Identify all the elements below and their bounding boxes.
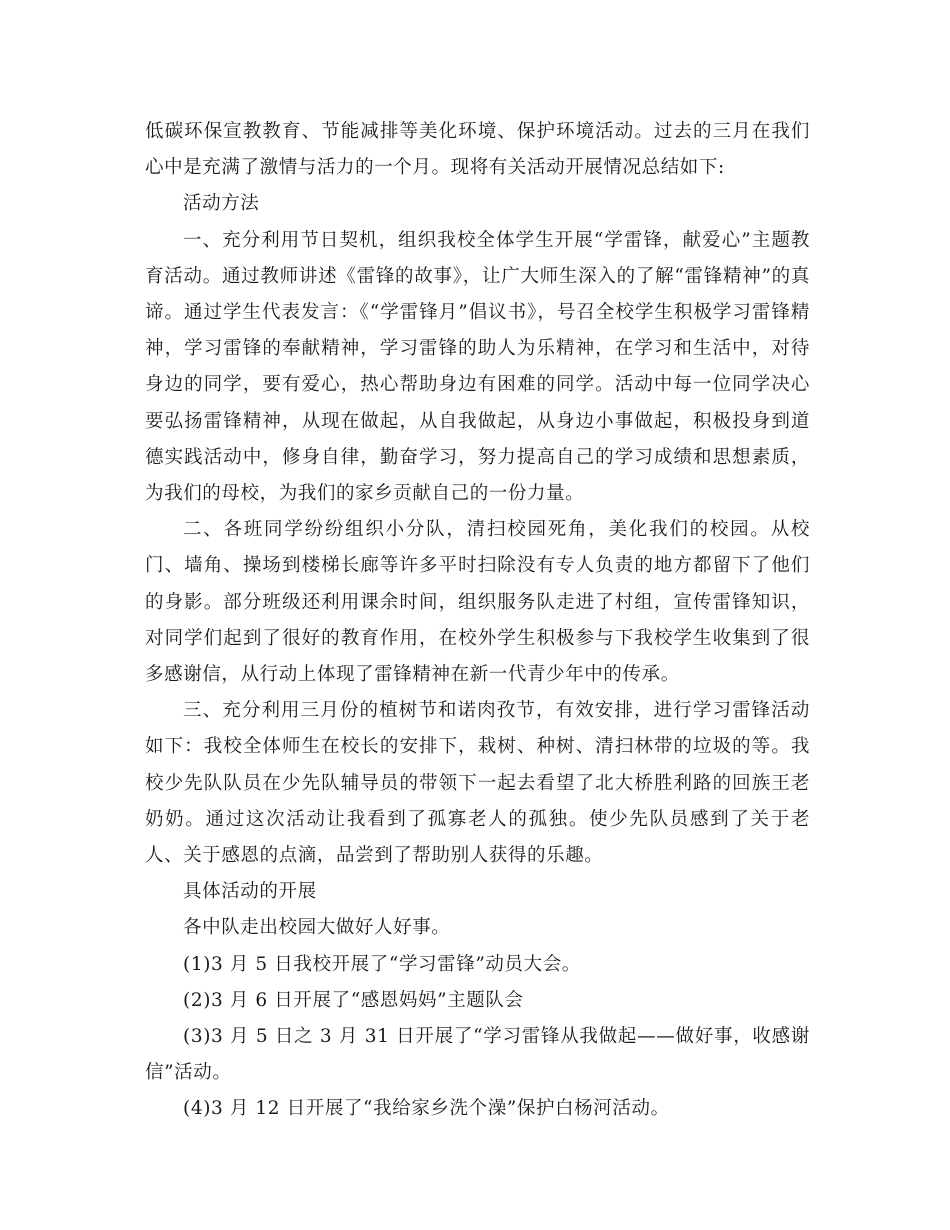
paragraph-method-two: 二、各班同学纷纷组织小分队，清扫校园死角，美化我们的校园。从校门、墙角、操场到楼梯长廊等许多平时扫除没有专人负责的地方都留下了他们的身影。部分班级还利用课余时间，组织服务队走进了村组，宣传雷锋知识，对同学们起到了很好的教育作用，在校外学生积极参与下我校学生收集到了很多感谢信，从行动上体现了雷锋精神在新一代青少年中的传承。 bbox=[145, 519, 810, 686]
document-body bbox=[145, 114, 810, 1128]
paragraph-squads: 各中队走出校园大做好人好事。 bbox=[183, 917, 451, 939]
list-item-3: (3)3 月 5 日之 3 月 31 日开展了“学习雷锋从我做起——做好事，收感谢信”活动。 bbox=[145, 1026, 810, 1084]
paragraph-intro: 低碳环保宣教教育、节能减排等美化环境、保护环境活动。过去的三月在我们心中是充满了激情与活力的一个月。现将有关活动开展情况总结如下: bbox=[145, 121, 810, 179]
paragraph-method-one: 一、充分利用节日契机，组织我校全体学生开展“学雷锋，献爱心”主题教育活动。通过教师讲述《雷锋的故事》，让广大师生深入的了解“雷锋精神”的真谛。通过学生代表发言：《“学雷锋月”倡议书》，号召全校学生积极学习雷锋精神，学习雷锋的奉献精神，学习雷锋的助人为乐精神，在学习和生活中，对待身边的同学，要有爱心，热心帮助身边有困难的同学。活动中每一位同学决心要弘扬雷锋精神，从现在做起，从自我做起，从身边小事做起，积极投身到道德实践活动中，修身自律，勤奋学习，努力提高自己的学习成绩和思想素质，为我们的母校，为我们的家乡贡献自己的一份力量。 bbox=[145, 229, 810, 505]
list-item-4: (4)3 月 12 日开展了“我给家乡洗个澡”保护白杨河活动。 bbox=[183, 1098, 670, 1120]
paragraph-method-three: 三、充分利用三月份的植树节和诺肉孜节，有效安排，进行学习雷锋活动如下：我校全体师生在校长的安排下，栽树、种树、清扫林带的垃圾的等。我校少先队队员在少先队辅导员的带领下一起去看望了北大桥胜利路的回族王老奶奶。通过这次活动让我看到了孤寡老人的孤独。使少先队员感到了关于老人、关于感恩的点滴，品尝到了帮助别人获得的乐趣。 bbox=[145, 700, 810, 867]
heading-activity-methods: 活动方法 bbox=[183, 193, 260, 215]
heading-specific-activities: 具体活动的开展 bbox=[183, 881, 317, 903]
list-item-1: (1)3 月 5 日我校开展了“学习雷锋”动员大会。 bbox=[183, 953, 581, 975]
list-item-2: (2)3 月 6 日开展了“感恩妈妈”主题队会 bbox=[183, 989, 524, 1011]
